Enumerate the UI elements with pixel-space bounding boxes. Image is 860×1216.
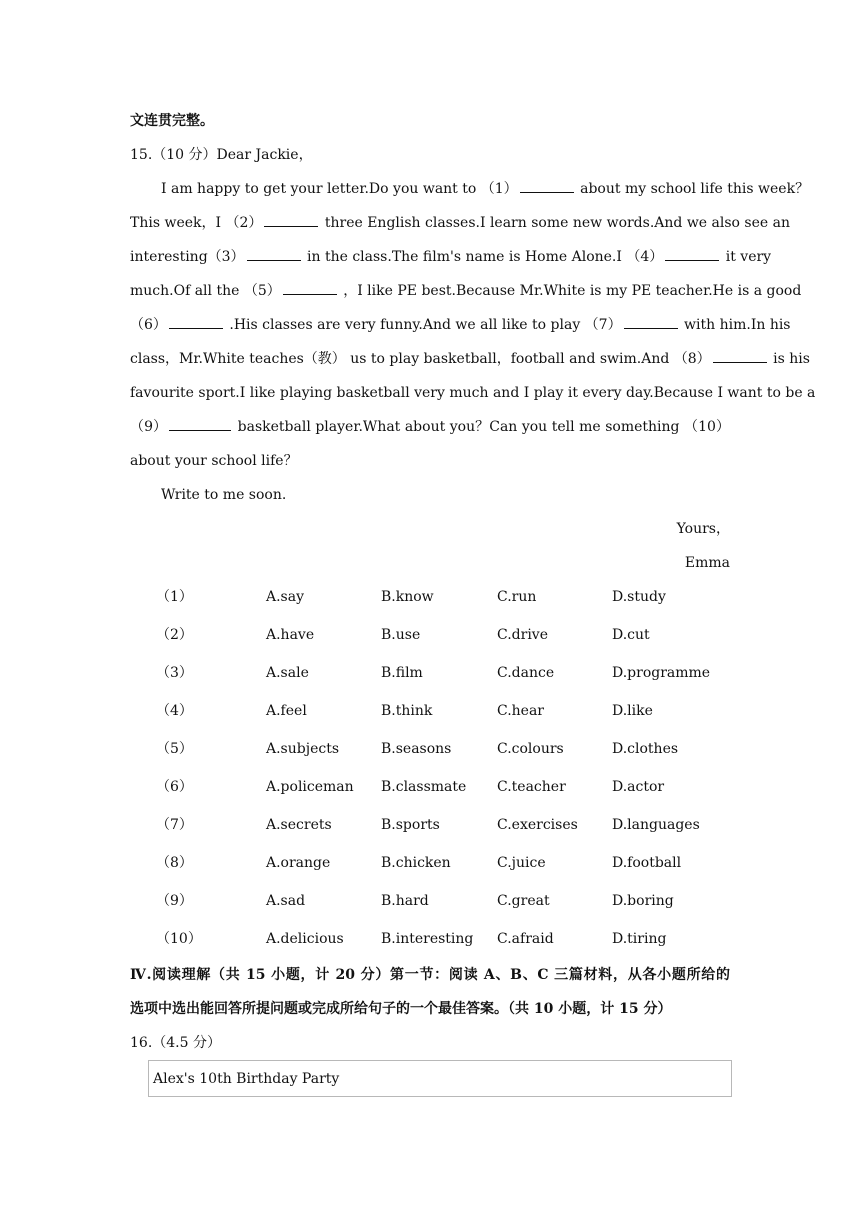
blank-4[interactable] [665,244,719,261]
option-c[interactable]: C.teacher [497,779,566,795]
letter-line-4: much.Of all the （5） ，I like PE best.Because Mr.White is my PE teacher.He is a good [130,274,730,308]
option-number: （2） [156,627,193,643]
option-b[interactable]: B.film [381,665,423,681]
option-number: （1） [156,589,193,605]
blank-6[interactable] [169,312,223,329]
option-c[interactable]: C.afraid [497,931,554,947]
option-number: （6） [156,779,193,795]
question-15-header: 15.（10 分）Dear Jackie， [130,147,313,163]
option-d[interactable]: D.football [612,855,682,871]
letter-line-2: This week，I （2） three English classes.I learn some new words.And we also see an [130,206,730,240]
option-a[interactable]: A.orange [266,855,331,871]
option-row [0,920,860,958]
letter-line-6: class，Mr.White teaches（教） us to play basketball，football and swim.And （8） is his [130,342,730,376]
option-c[interactable]: C.run [497,589,537,605]
option-row [0,844,860,882]
option-row [0,654,860,692]
option-d[interactable]: D.languages [612,817,700,833]
option-c[interactable]: C.hear [497,703,545,719]
option-d[interactable]: D.boring [612,893,674,909]
blank-8[interactable] [713,346,767,363]
option-number: （4） [156,703,193,719]
option-row [0,882,860,920]
letter-yours: Yours， [676,521,730,537]
option-b[interactable]: B.interesting [381,931,474,947]
option-d[interactable]: D.programme [612,665,711,681]
option-number: （3） [156,665,193,681]
option-d[interactable]: D.actor [612,779,665,795]
option-b[interactable]: B.chicken [381,855,451,871]
option-b[interactable]: B.know [381,589,434,605]
blank-7[interactable] [624,312,678,329]
option-a[interactable]: A.feel [266,703,307,719]
option-a[interactable]: A.sale [266,665,309,681]
option-c[interactable]: C.exercises [497,817,578,833]
option-d[interactable]: D.cut [612,627,650,643]
option-a[interactable]: A.sad [266,893,306,909]
letter-line-3: interesting（3） in the class.The film's name is Home Alone.I （4） it very [130,240,730,274]
option-c[interactable]: C.drive [497,627,548,643]
option-b[interactable]: B.seasons [381,741,452,757]
option-a[interactable]: A.policeman [266,779,354,795]
option-number: （10） [156,931,202,947]
option-a[interactable]: A.subjects [266,741,340,757]
question-16-header: 16.（4.5 分） [130,1035,221,1051]
option-c[interactable]: C.colours [497,741,564,757]
option-number: （7） [156,817,193,833]
option-d[interactable]: D.study [612,589,666,605]
option-a[interactable]: A.secrets [266,817,332,833]
letter-line-9: about your school life？ [130,453,298,469]
section-4-heading-line-1: Ⅳ.阅读理解（共 15 小题，计 20 分）第一节：阅读 A、B、C 三篇材料，从各小题所给的 [130,967,730,983]
letter-signature: Emma [684,555,730,571]
option-a[interactable]: A.have [266,627,315,643]
option-row [0,616,860,654]
option-b[interactable]: B.classmate [381,779,467,795]
option-row [0,806,860,844]
option-b[interactable]: B.think [381,703,433,719]
option-row [0,730,860,768]
option-b[interactable]: B.hard [381,893,429,909]
letter-closing: Write to me soon. [161,487,287,503]
option-c[interactable]: C.dance [497,665,555,681]
blank-5[interactable] [283,278,337,295]
option-b[interactable]: B.sports [381,817,440,833]
option-a[interactable]: A.delicious [266,931,344,947]
option-number: （5） [156,741,193,757]
option-number: （8） [156,855,193,871]
option-c[interactable]: C.great [497,893,550,909]
blank-3[interactable] [247,244,301,261]
option-row [0,768,860,806]
option-a[interactable]: A.say [266,589,305,605]
option-d[interactable]: D.tiring [612,931,667,947]
passage-title: Alex's 10th Birthday Party [153,1071,340,1087]
option-d[interactable]: D.clothes [612,741,679,757]
option-c[interactable]: C.juice [497,855,546,871]
letter-line-7: favourite sport.I like playing basketball very much and I play it every day.Because I want to be a [130,385,816,401]
passage-title-box [148,1060,732,1097]
option-number: （9） [156,893,193,909]
option-b[interactable]: B.use [381,627,421,643]
option-d[interactable]: D.like [612,703,653,719]
blank-9[interactable] [169,414,231,431]
intro-tail: 文连贯完整。 [130,113,214,129]
option-row [0,578,860,616]
section-4-heading-line-2: 选项中选出能回答所提问题或完成所给句子的一个最佳答案。（共 10 小题，计 15 分） [130,1001,672,1017]
option-row [0,692,860,730]
blank-1[interactable] [520,176,574,193]
blank-2[interactable] [264,210,318,227]
letter-line-1: I am happy to get your letter.Do you want to （1） about my school life this week？ [161,172,730,206]
letter-line-8: （9） basketball player.What about you？Can you tell me something （10） [130,410,730,444]
letter-line-5: （6） .His classes are very funny.And we all like to play （7） with him.In his [130,308,730,342]
